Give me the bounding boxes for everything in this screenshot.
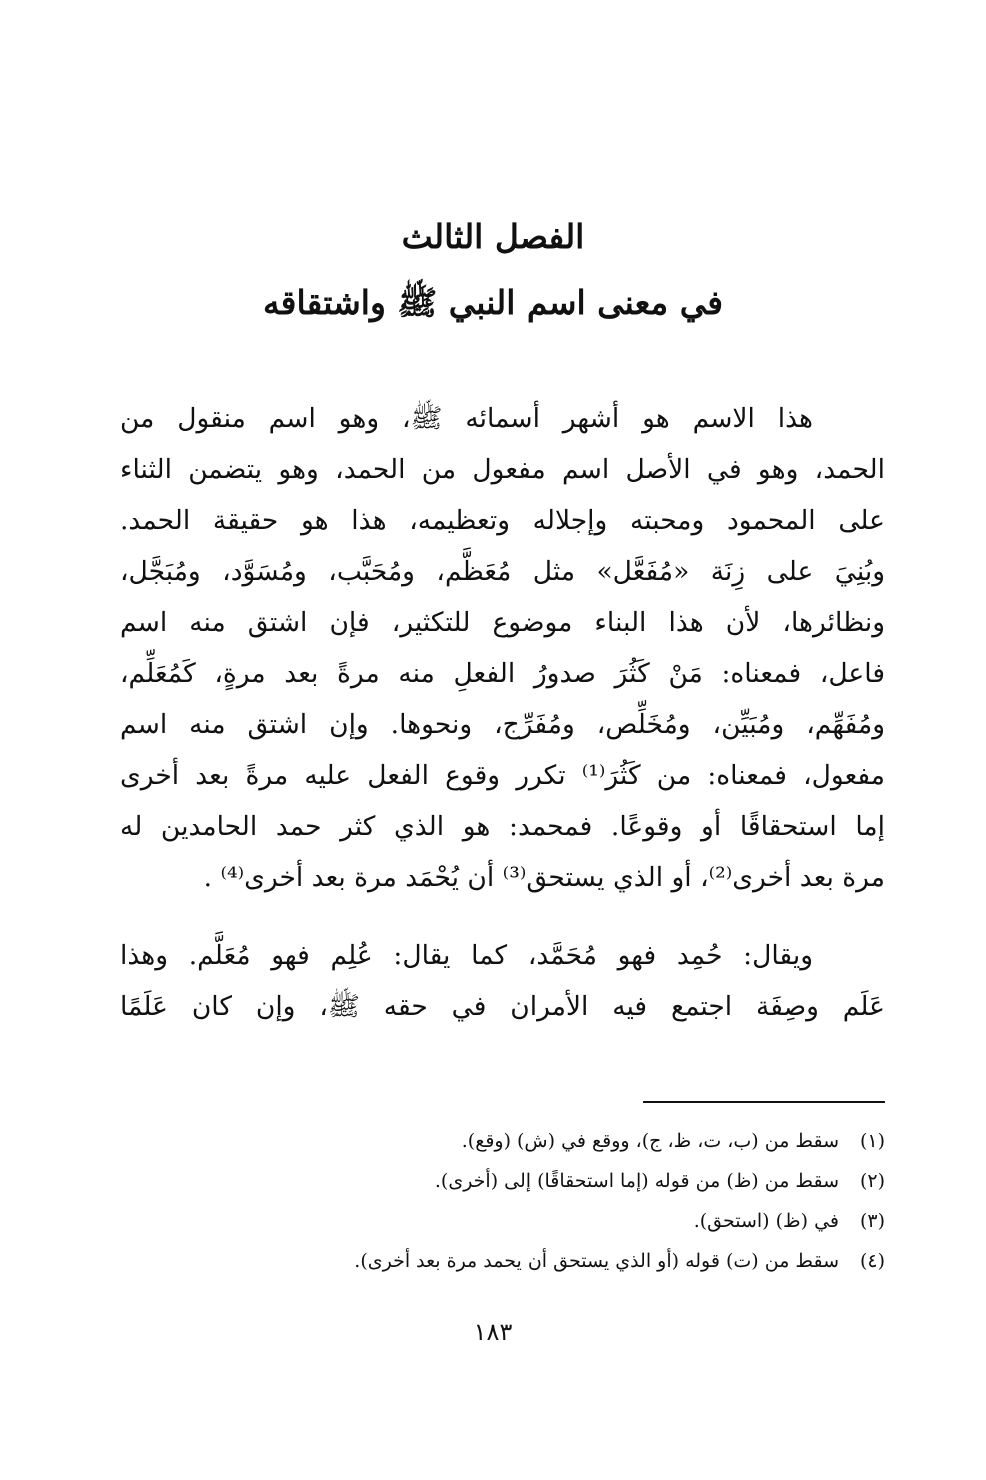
footnote-item — [185, 1121, 885, 1161]
text-line: الحمد، وهو في الأصل اسم مفعول من الحمد، وهو يتضمن الثناء — [120, 454, 885, 485]
footnote-item — [185, 1161, 885, 1201]
text-line: ونظائرها، لأن هذا البناء موضوع للتكثير، فإن اشتق منه اسم — [120, 607, 885, 638]
footnote-number: (٤) — [859, 1250, 885, 1272]
footnote-number: (٣) — [859, 1210, 885, 1232]
text-line: مرة بعد أخرى⁽²⁾، أو الذي يستحق⁽³⁾ أن يُحْمَد مرة بعد أخرى⁽⁴⁾ . — [203, 862, 885, 893]
text-line: إما استحقاقًا أو وقوعًا. فمحمد: هو الذي كثر حمد الحامدين له — [120, 811, 885, 842]
footnote-text: سقط من (ب، ت، ظ، ج)، ووقع في (ش) (وقع). — [461, 1130, 839, 1152]
footnote-number: (١) — [859, 1130, 885, 1152]
text-line: مفعول، فمعناه: من كَثُرَ⁽¹⁾ تكرر وقوع الفعل عليه مرةً بعد أخرى — [120, 760, 886, 791]
text-line: فاعل، فمعناه: مَنْ كَثُرَ صدورُ الفعلِ منه مرةً بعد مرةٍ، كَمُعَلِّم، — [120, 658, 885, 689]
footnote-text: سقط من (ظ) من قوله (إما استحقاقًا) إلى (أخرى). — [434, 1170, 839, 1192]
footnote-text: في (ظ) (استحق). — [693, 1210, 839, 1232]
text-line: على المحمود ومحبته وإجلاله وتعظيمه، هذا هو حقيقة الحمد. — [120, 505, 885, 536]
text-line: هذا الاسم هو أشهر أسمائه ﷺ، وهو اسم منقول من — [120, 403, 813, 434]
body-paragraph-1 — [120, 393, 885, 903]
body-paragraph-2 — [120, 930, 885, 1032]
footnote-number: (٢) — [859, 1170, 885, 1192]
footnote-item — [185, 1201, 885, 1241]
text-line: ومُفَهِّم، ومُبَيِّن، ومُخَلِّص، ومُفَرِّج، ونحوها. وإن اشتق منه اسم — [120, 709, 885, 740]
page-number: ١٨٣ — [473, 1318, 513, 1346]
text-line: ويقال: حُمِد فهو مُحَمَّد، كما يقال: عُلِم فهو مُعَلَّم. وهذا — [120, 940, 813, 971]
footnote-divider — [643, 1101, 885, 1103]
chapter-subtitle: في معنى اسم النبي ﷺ واشتقاقه — [262, 283, 723, 322]
text-line: وبُنِيَ على زِنَة «مُفَعَّل» مثل مُعَظَّم، ومُحَبَّب، ومُسَوَّد، ومُبَجَّل، — [120, 556, 885, 587]
footnote-item — [185, 1241, 885, 1281]
text-line: عَلَم وصِفَة اجتمع فيه الأمران في حقه ﷺ، وإن كان عَلَمًا — [120, 991, 885, 1022]
footnotes-list — [185, 1121, 885, 1281]
chapter-title: الفصل الثالث — [401, 217, 585, 256]
footnote-text: سقط من (ت) قوله (أو الذي يستحق أن يحمد مرة بعد أخرى). — [354, 1250, 839, 1272]
